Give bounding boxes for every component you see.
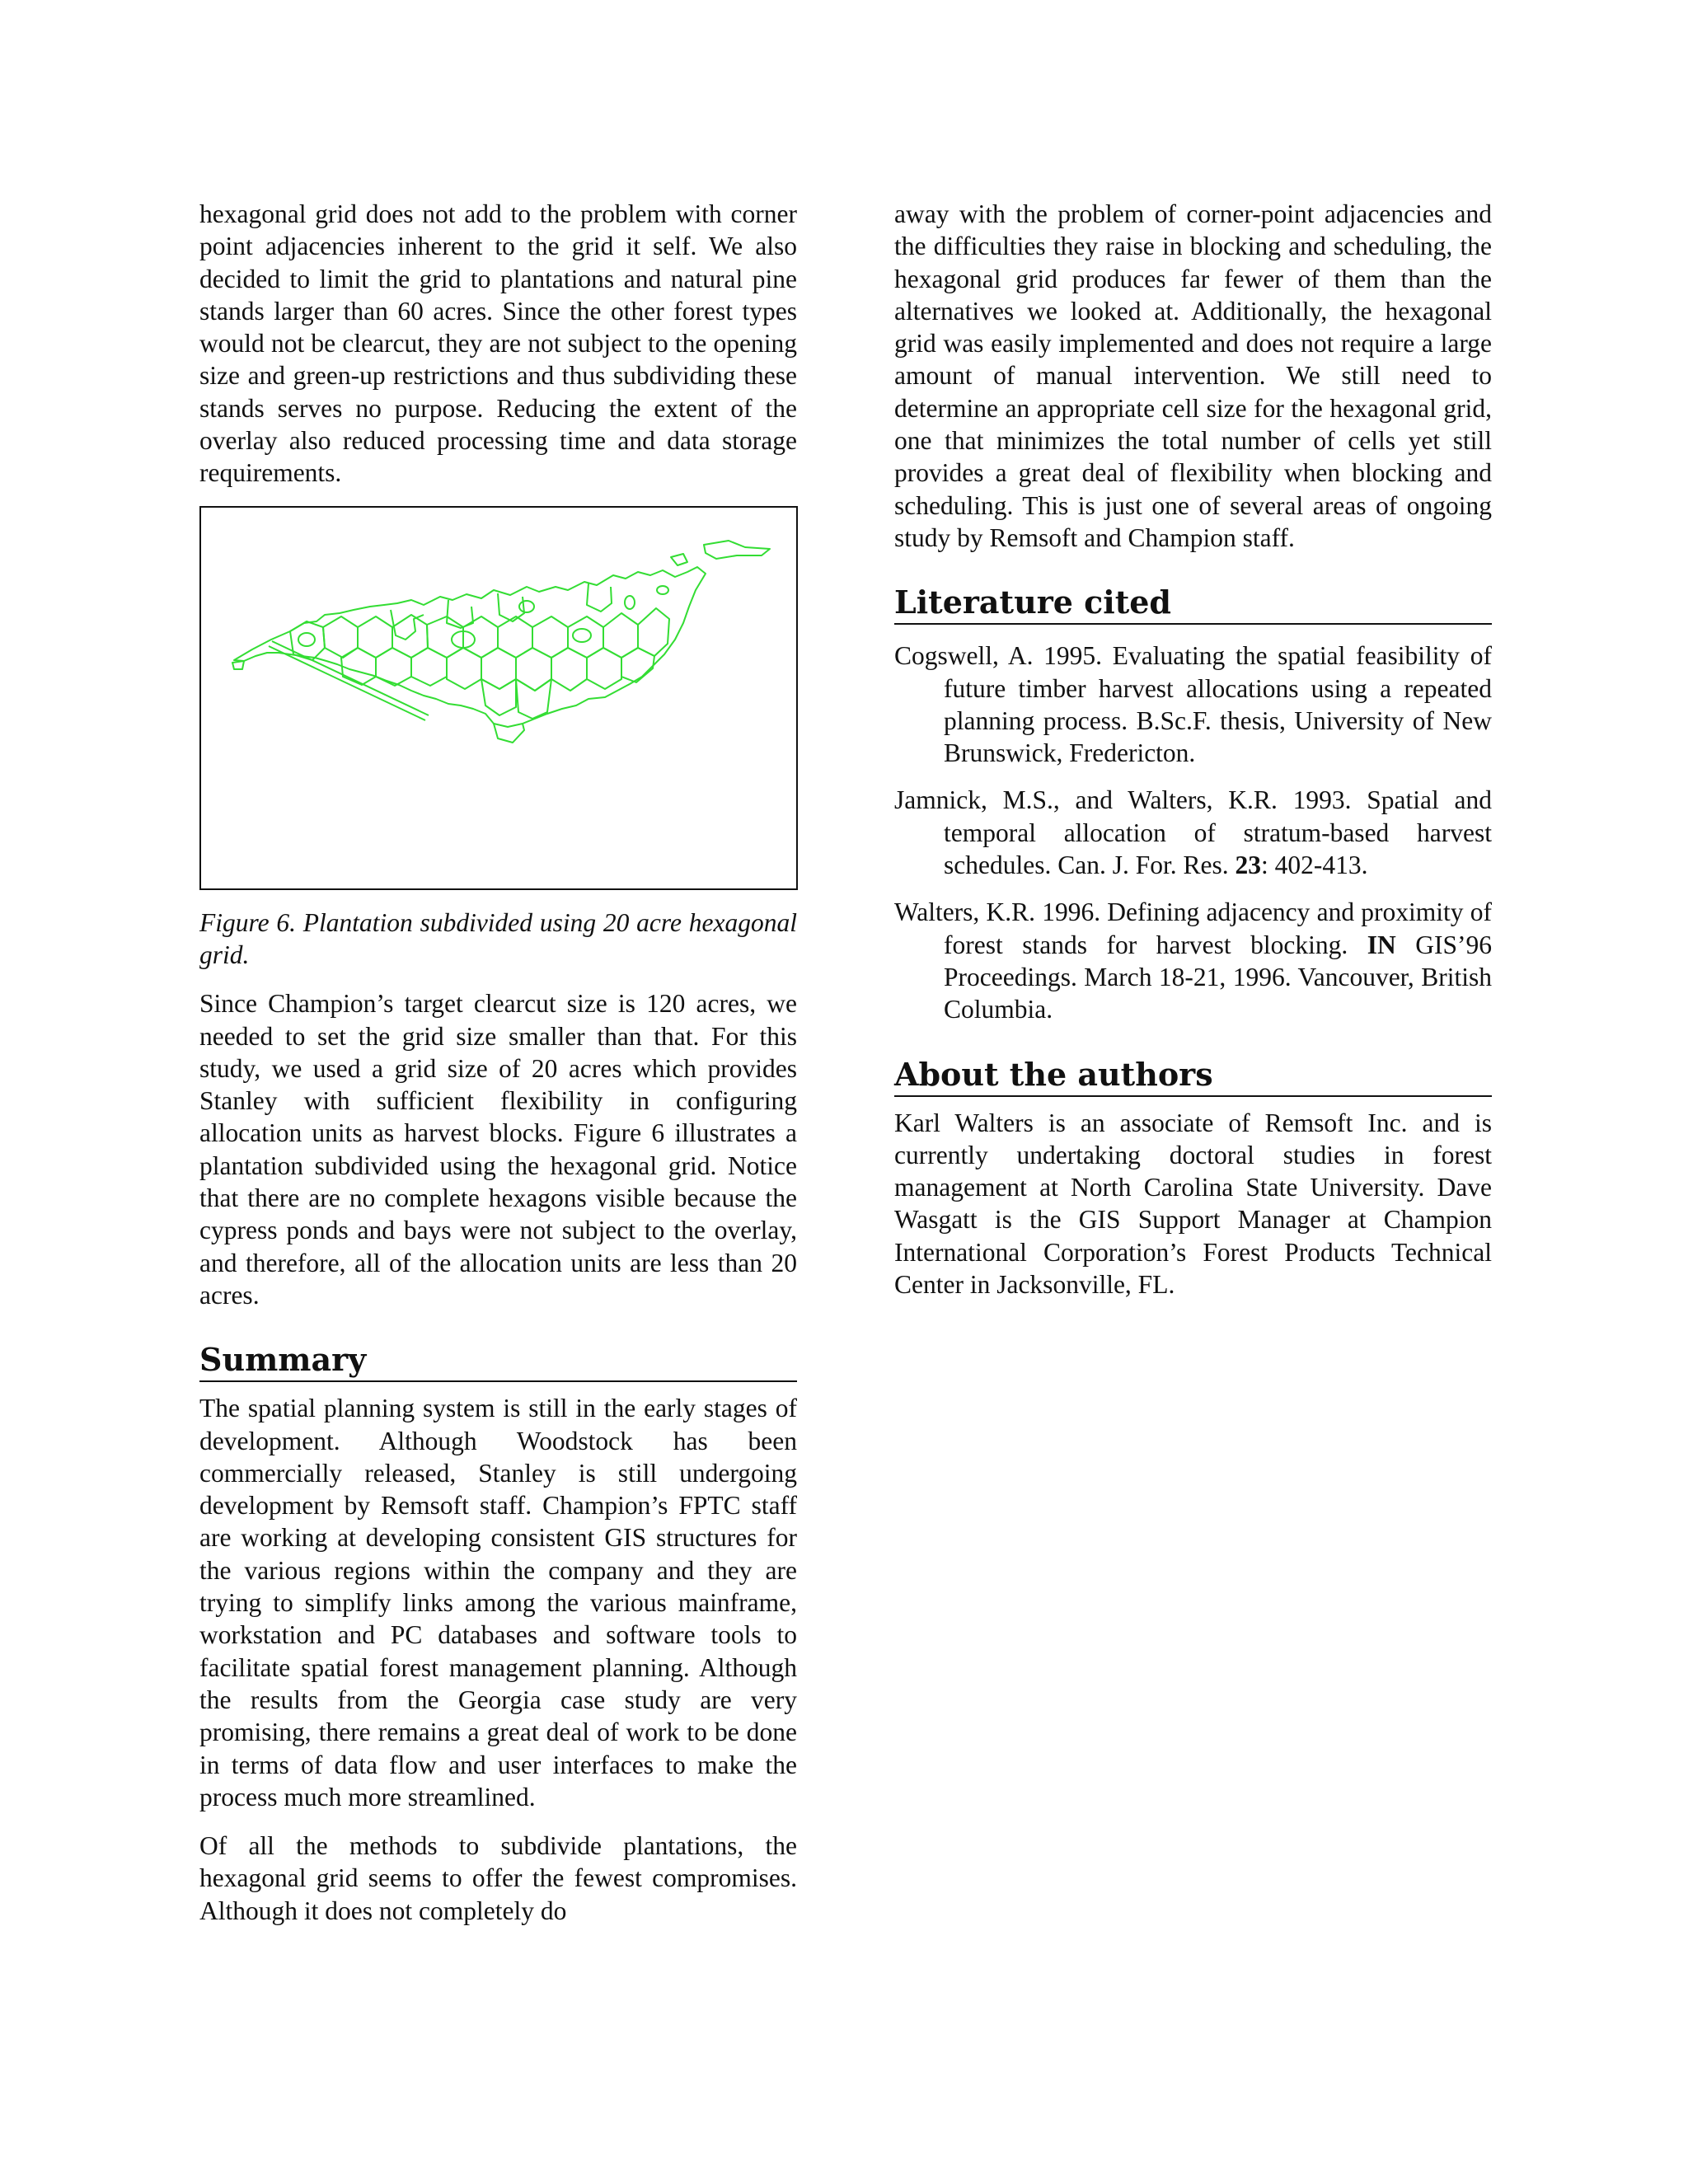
reference-pages: : 402-413. [1260, 851, 1368, 880]
body-paragraph: hexagonal grid does not add to the problem with corner point adjacencies inherent to the grid it self. We also decided to limit the grid to plantations and natural pine stands larger than 60 acres. Since the other forest types would not be clearcut, they are not subject to the opening size and green-up restrictions and thus subdividing these stands serves no purpose. Reducing the extent of the overlay also reduced processing time and data storage requirements. [199, 199, 797, 488]
figure-caption: Figure 6. Plantation subdivided using 20 acre hexagonal grid. [199, 907, 797, 969]
section-heading-literature: Literature cited [894, 583, 1492, 625]
section-heading-summary: Summary [199, 1341, 797, 1382]
section-heading-authors: About the authors [894, 1056, 1492, 1097]
left-column [199, 198, 797, 1927]
reference-in: IN [1367, 930, 1396, 959]
right-column [894, 198, 1492, 1301]
figure-6-frame [199, 506, 798, 890]
plantation-hexagon-map-icon [201, 508, 796, 888]
reference-text: Jamnick, M.S., and Walters, K.R. 1993. Spatial and temporal allocation of stratum-based harvest schedules. Can. J. For. Res. [894, 785, 1492, 880]
reference-item: Cogswell, A. 1995. Evaluating the spatial feasibility of future timber harvest allocations using a repeated planning process. B.Sc.F. thesis, University of New Brunswick, Fredericton. [894, 641, 1492, 768]
body-paragraph: away with the problem of corner-point adjacencies and the difficulties they raise in blocking and scheduling, the hexagonal grid produces far fewer of them than the alternatives we looked at. Additionally, the hexagonal grid was easily implemented and does not require a large amount of manual intervention. We still need to determine an appropriate cell size for the hexagonal grid, one that minimizes the total number of cells yet still provides a great deal of flexibility when blocking and scheduling. This is just one of several areas of ongoing study by Remsoft and Champion staff. [894, 199, 1492, 552]
reference-text: Walters, K.R. 1996. Defining adjacency and proximity of forest stands for harvest blocking. [894, 898, 1492, 959]
body-paragraph: Since Champion’s target clearcut size is 120 acres, we needed to set the grid size smaller than that. For this study, we used a grid size of 20 acres which provides Stanley with sufficient flexibility in configuring allocation units as harvest blocks. Figure 6 illustrates a plantation subdivided using the hexagonal grid. Notice that there are no complete hexagons visible because the cypress ponds and bays were not subject to the overlay, and therefore, all of the allocation units are less than 20 acres. [199, 989, 797, 1310]
reference-volume: 23 [1235, 851, 1261, 880]
body-paragraph: The spatial planning system is still in the early stages of development. Although Woodstock has been commercially released, Stanley is still undergoing development by Remsoft staff. Champion’s FPTC staff are working at developing consistent GIS structures for the various regions within the company and they are trying to simplify links among the various mainframe, workstation and PC databases and software tools to facilitate spatial forest management planning. Although the results from the Georgia case study are very promising, there remains a great deal of work to be done in terms of data flow and user interfaces to make the process much more streamlined. [199, 1394, 797, 1811]
reference-item [894, 784, 1492, 881]
body-paragraph: Of all the methods to subdivide plantations, the hexagonal grid seems to offer the fewest compromises. Although it does not completely do [199, 1831, 797, 1925]
reference-text: GIS’96 Proceedings. March 18-21, 1996. Vancouver, British Columbia. [944, 930, 1492, 1024]
reference-item [894, 896, 1492, 1025]
body-paragraph: Karl Walters is an associate of Remsoft Inc. and is currently undertaking doctoral studies in forest management at North Carolina State University. Dave Wasgatt is the GIS Support Manager at Champion International Corporation’s Forest Products Technical Center in Jacksonville, FL. [894, 1108, 1492, 1300]
